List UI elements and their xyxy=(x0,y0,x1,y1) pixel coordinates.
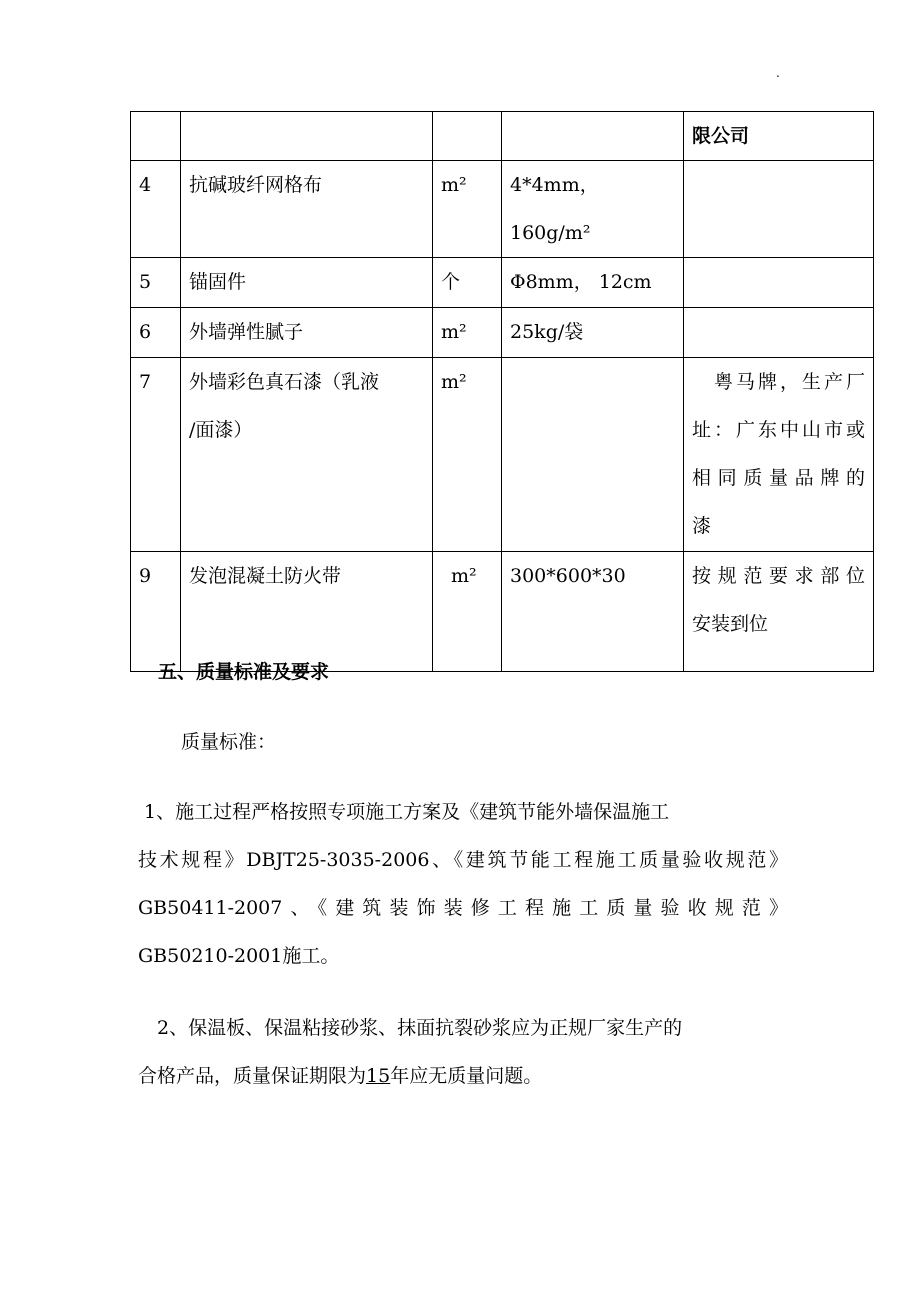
specification xyxy=(502,358,684,552)
quality-standard-heading: 质量标准： xyxy=(181,731,277,753)
table-row xyxy=(131,358,874,552)
table-row xyxy=(131,161,874,258)
remark xyxy=(684,258,874,308)
materials-table xyxy=(130,111,874,672)
remark-line: 按规范要求部位 xyxy=(692,565,865,587)
paragraph-text: 合格产品，质量保证期限为 xyxy=(138,1065,367,1087)
remark xyxy=(684,358,874,552)
specification xyxy=(502,112,684,161)
table-row xyxy=(131,258,874,308)
specification: Φ8mm， 12cm xyxy=(502,258,684,308)
table-row xyxy=(131,308,874,358)
paragraph-line: 1、施工过程严格按照专项施工方案及《建筑节能外墙保温施工 xyxy=(138,801,670,823)
remark-line: 相同质量品牌的 xyxy=(692,467,865,489)
row-number: 4 xyxy=(131,161,181,258)
unit xyxy=(433,112,502,161)
material-name xyxy=(181,112,433,161)
material-name: 发泡混凝土防火带 xyxy=(181,552,433,672)
row-number: 9 xyxy=(131,552,181,672)
paragraph-line xyxy=(138,1052,788,1100)
specification: 300*600*30 xyxy=(502,552,684,672)
material-name-line: /面漆） xyxy=(189,419,253,441)
remark xyxy=(684,161,874,258)
material-name: 外墙弹性腻子 xyxy=(181,308,433,358)
row-number: 7 xyxy=(131,358,181,552)
remark-line: 址：广东中山市或 xyxy=(692,419,865,441)
paragraph-line: 2、保温板、保温粘接砂浆、抹面抗裂砂浆应为正规厂家生产的 xyxy=(138,1017,683,1039)
specification: 25kg/袋 xyxy=(502,308,684,358)
unit: m² xyxy=(433,161,502,258)
specification: 4*4mm，160g/m² xyxy=(502,161,684,258)
remark xyxy=(684,112,874,161)
unit: 个 xyxy=(433,258,502,308)
paragraph-products xyxy=(138,1004,788,1100)
unit: m² xyxy=(433,552,502,672)
material-name xyxy=(181,358,433,552)
unit: m² xyxy=(433,308,502,358)
company-text: 限公司 xyxy=(692,125,750,147)
paragraph-text: 年应无质量问题。 xyxy=(390,1065,543,1087)
row-number xyxy=(131,112,181,161)
remark-line: 漆 xyxy=(692,515,712,537)
material-name: 抗碱玻纤网格布 xyxy=(181,161,433,258)
unit: m² xyxy=(433,358,502,552)
remark-line: 安装到位 xyxy=(692,613,769,635)
remark-line: 粤马牌，生产厂 xyxy=(692,371,865,393)
remark xyxy=(684,552,874,672)
paragraph-line: 技术规程》DBJT25-3035-2006、《建筑节能工程施工质量验收规范》 xyxy=(138,849,788,871)
paragraph-standards xyxy=(138,788,788,980)
page-mark: . xyxy=(776,66,780,80)
row-number: 5 xyxy=(131,258,181,308)
material-name-line: 外墙彩色真石漆（乳液 xyxy=(189,371,380,393)
paragraph-line: GB50210-2001施工。 xyxy=(138,945,340,967)
row-number: 6 xyxy=(131,308,181,358)
paragraph-line: GB50411-2007、《建筑装饰装修工程施工质量验收规范》 xyxy=(138,897,788,919)
remark xyxy=(684,308,874,358)
table-row xyxy=(131,112,874,161)
table-row xyxy=(131,552,874,672)
section-title: 五、质量标准及要求 xyxy=(158,661,330,683)
material-name: 锚固件 xyxy=(181,258,433,308)
warranty-years: 15 xyxy=(366,1065,391,1087)
